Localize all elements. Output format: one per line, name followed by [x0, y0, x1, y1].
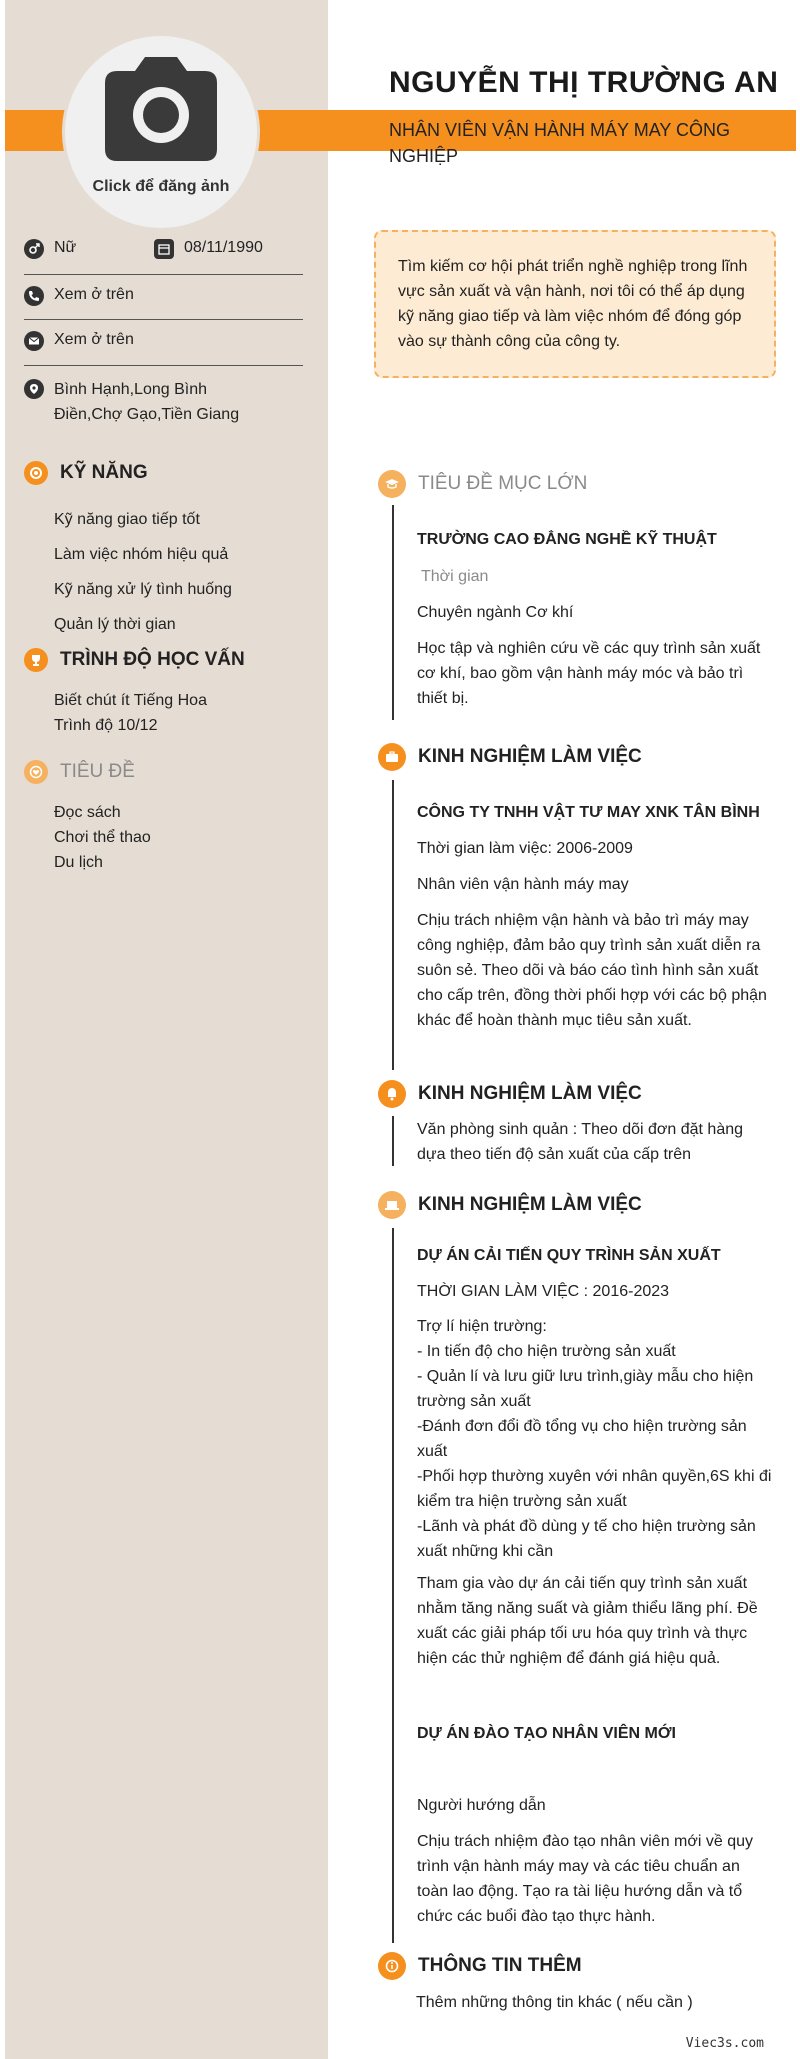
skill-item: Kỹ năng giao tiếp tốt	[54, 511, 200, 528]
hobby-item: Đọc sách	[54, 804, 121, 821]
project-name: DỰ ÁN CẢI TIẾN QUY TRÌNH SẢN XUẤT	[417, 1247, 721, 1264]
phone-value: Xem ở trên	[54, 286, 134, 303]
experience-heading	[378, 1080, 642, 1108]
project-duties	[417, 1314, 772, 1564]
phone-icon	[24, 286, 44, 306]
timeline-line	[392, 1116, 394, 1166]
education-title: TIÊU ĐỀ MỤC LỚN	[418, 473, 588, 494]
education-level-list	[54, 688, 207, 738]
job-title: NHÂN VIÊN VẬN HÀNH MÁY MAY CÔNG NGHIỆP	[389, 120, 731, 166]
company-name: CÔNG TY TNHH VẬT TƯ MAY XNK TÂN BÌNH	[417, 804, 760, 821]
divider	[24, 274, 303, 275]
hobbies-title: TIÊU ĐỀ	[60, 761, 135, 782]
career-objective: Tìm kiếm cơ hội phát triển nghề nghiệp trong lĩnh vực sản xuất và vận hành, nơi tôi có thể áp dụng kỹ năng giao tiếp và làm việc nhóm để đóng góp vào sự thành công của công ty.	[374, 230, 776, 378]
timeline-line	[392, 505, 394, 720]
skills-heading	[24, 461, 148, 485]
project-role: Người hướng dẫn	[417, 1797, 546, 1814]
project-time: THỜI GIAN LÀM VIỆC : 2016-2023	[417, 1283, 670, 1300]
location-pin-icon	[24, 379, 44, 399]
footer-watermark: Viec3s.com	[685, 2036, 764, 2051]
experience-title: KINH NGHIỆM LÀM VIỆC	[418, 746, 642, 767]
briefcase-icon	[378, 743, 406, 771]
timeline-line	[392, 1228, 394, 1943]
skill-item: Làm việc nhóm hiệu quả	[54, 546, 229, 563]
candidate-name: NGUYỄN THỊ TRƯỜNG AN	[389, 66, 779, 99]
project-desc: Chịu trách nhiệm đào tạo nhân viên mới về quy trình vận hành máy may và các tiêu chuẩn an toàn lao động. Tạo ra tài liệu hướng dẫn và tổ chức các buổi đào tạo thực hành.	[417, 1833, 754, 1925]
gender-birthdate-row	[24, 239, 304, 259]
experience-title: KINH NGHIỆM LÀM VIỆC	[418, 1194, 642, 1215]
trophy-icon	[24, 648, 48, 672]
experience-heading	[378, 743, 642, 771]
calendar-icon	[154, 239, 174, 259]
mail-icon	[24, 331, 44, 351]
avatar-upload[interactable]	[62, 33, 260, 231]
bell-icon	[378, 1080, 406, 1108]
project-name: DỰ ÁN ĐÀO TẠO NHÂN VIÊN MỚI	[417, 1725, 676, 1742]
laptop-icon	[378, 1191, 406, 1219]
skills-title: KỸ NĂNG	[60, 462, 148, 483]
duty-item: Trợ lí hiện trường:	[417, 1318, 547, 1335]
skills-list	[54, 502, 232, 642]
hobby-item: Du lịch	[54, 854, 103, 871]
skill-item: Quản lý thời gian	[54, 616, 176, 633]
education-level-heading	[24, 648, 245, 672]
hobby-item: Chơi thể thao	[54, 829, 151, 846]
duty-item: - In tiến độ cho hiện trường sản xuất	[417, 1343, 676, 1360]
project-desc: Tham gia vào dự án cải tiến quy trình sản xuất nhằm tăng năng suất và giảm thiểu lãng phí. Đề xuất các giải pháp tối ưu hóa quy trình và thực hiện các thử nghiệm để đánh giá hiệu quả.	[417, 1575, 758, 1667]
education-desc: Học tập và nghiên cứu về các quy trình sản xuất cơ khí, bao gồm vận hành máy móc và bảo trì thiết bị.	[417, 640, 761, 707]
additional-info-title: THÔNG TIN THÊM	[418, 1955, 582, 1976]
duty-item: -Phối hợp thường xuyên với nhân quyền,6S khi đi kiểm tra hiện trường sản xuất	[417, 1468, 772, 1510]
education-level-item: Biết chút ít Tiếng Hoa	[54, 692, 207, 709]
hobbies-heading	[24, 760, 135, 784]
experience-desc: Văn phòng sinh quản : Theo dõi đơn đặt hàng dựa theo tiến độ sản xuất của cấp trên	[417, 1121, 744, 1163]
duty-item: -Lãnh và phát đồ dùng y tế cho hiện trường sản xuất những khi cần	[417, 1518, 756, 1560]
school-name: TRƯỜNG CAO ĐẲNG NGHỀ KỸ THUẬT	[417, 531, 717, 548]
graduation-cap-icon	[378, 470, 406, 498]
additional-info-heading	[378, 1952, 582, 1980]
sidebar	[5, 0, 328, 2059]
skills-icon	[24, 461, 48, 485]
education-time: Thời gian	[421, 568, 489, 585]
experience-title: KINH NGHIỆM LÀM VIỆC	[418, 1083, 642, 1104]
phone-row	[24, 286, 304, 306]
education-heading	[378, 470, 587, 498]
timeline-line	[392, 780, 394, 1070]
camera-icon	[105, 57, 217, 166]
birthdate-value: 08/11/1990	[184, 239, 263, 256]
divider	[24, 319, 303, 320]
address-row	[24, 377, 304, 427]
duty-item: -Đánh đơn đổi đồ tổng vụ cho hiện trường sản xuất	[417, 1418, 747, 1460]
address-value: Bình Hạnh,Long Bình Điền,Chợ Gạo,Tiền Giang	[54, 381, 240, 423]
education-level-title: TRÌNH ĐỘ HỌC VẤN	[60, 649, 245, 670]
education-major: Chuyên ngành Cơ khí	[417, 604, 574, 621]
experience-heading	[378, 1191, 642, 1219]
email-row	[24, 331, 304, 351]
hobbies-list	[54, 800, 151, 875]
email-value: Xem ở trên	[54, 331, 134, 348]
skill-item: Kỹ năng xử lý tình huống	[54, 581, 232, 598]
avatar-label: Click để đăng ảnh	[92, 177, 230, 195]
divider	[24, 365, 303, 366]
additional-info-desc: Thêm những thông tin khác ( nếu cần )	[416, 1994, 693, 2011]
experience-time: Thời gian làm việc: 2006-2009	[417, 840, 633, 857]
education-level-item: Trình độ 10/12	[54, 717, 158, 734]
gender-value: Nữ	[54, 239, 77, 256]
heart-icon	[24, 760, 48, 784]
experience-position: Nhân viên vận hành máy may	[417, 876, 629, 893]
info-icon	[378, 1952, 406, 1980]
gender-icon	[24, 239, 44, 259]
experience-desc: Chịu trách nhiệm vận hành và bảo trì máy may công nghiệp, đảm bảo quy trình sản xuất diễn ra suôn sẻ. Theo dõi và báo cáo tình hình sản xuất cho cấp trên, đồng thời phối hợp với các bộ phận khác để hoàn thành mục tiêu sản xuất.	[417, 912, 767, 1029]
duty-item: - Quản lí và lưu giữ lưu trình,giày mẫu cho hiện trường sản xuất	[417, 1368, 754, 1410]
